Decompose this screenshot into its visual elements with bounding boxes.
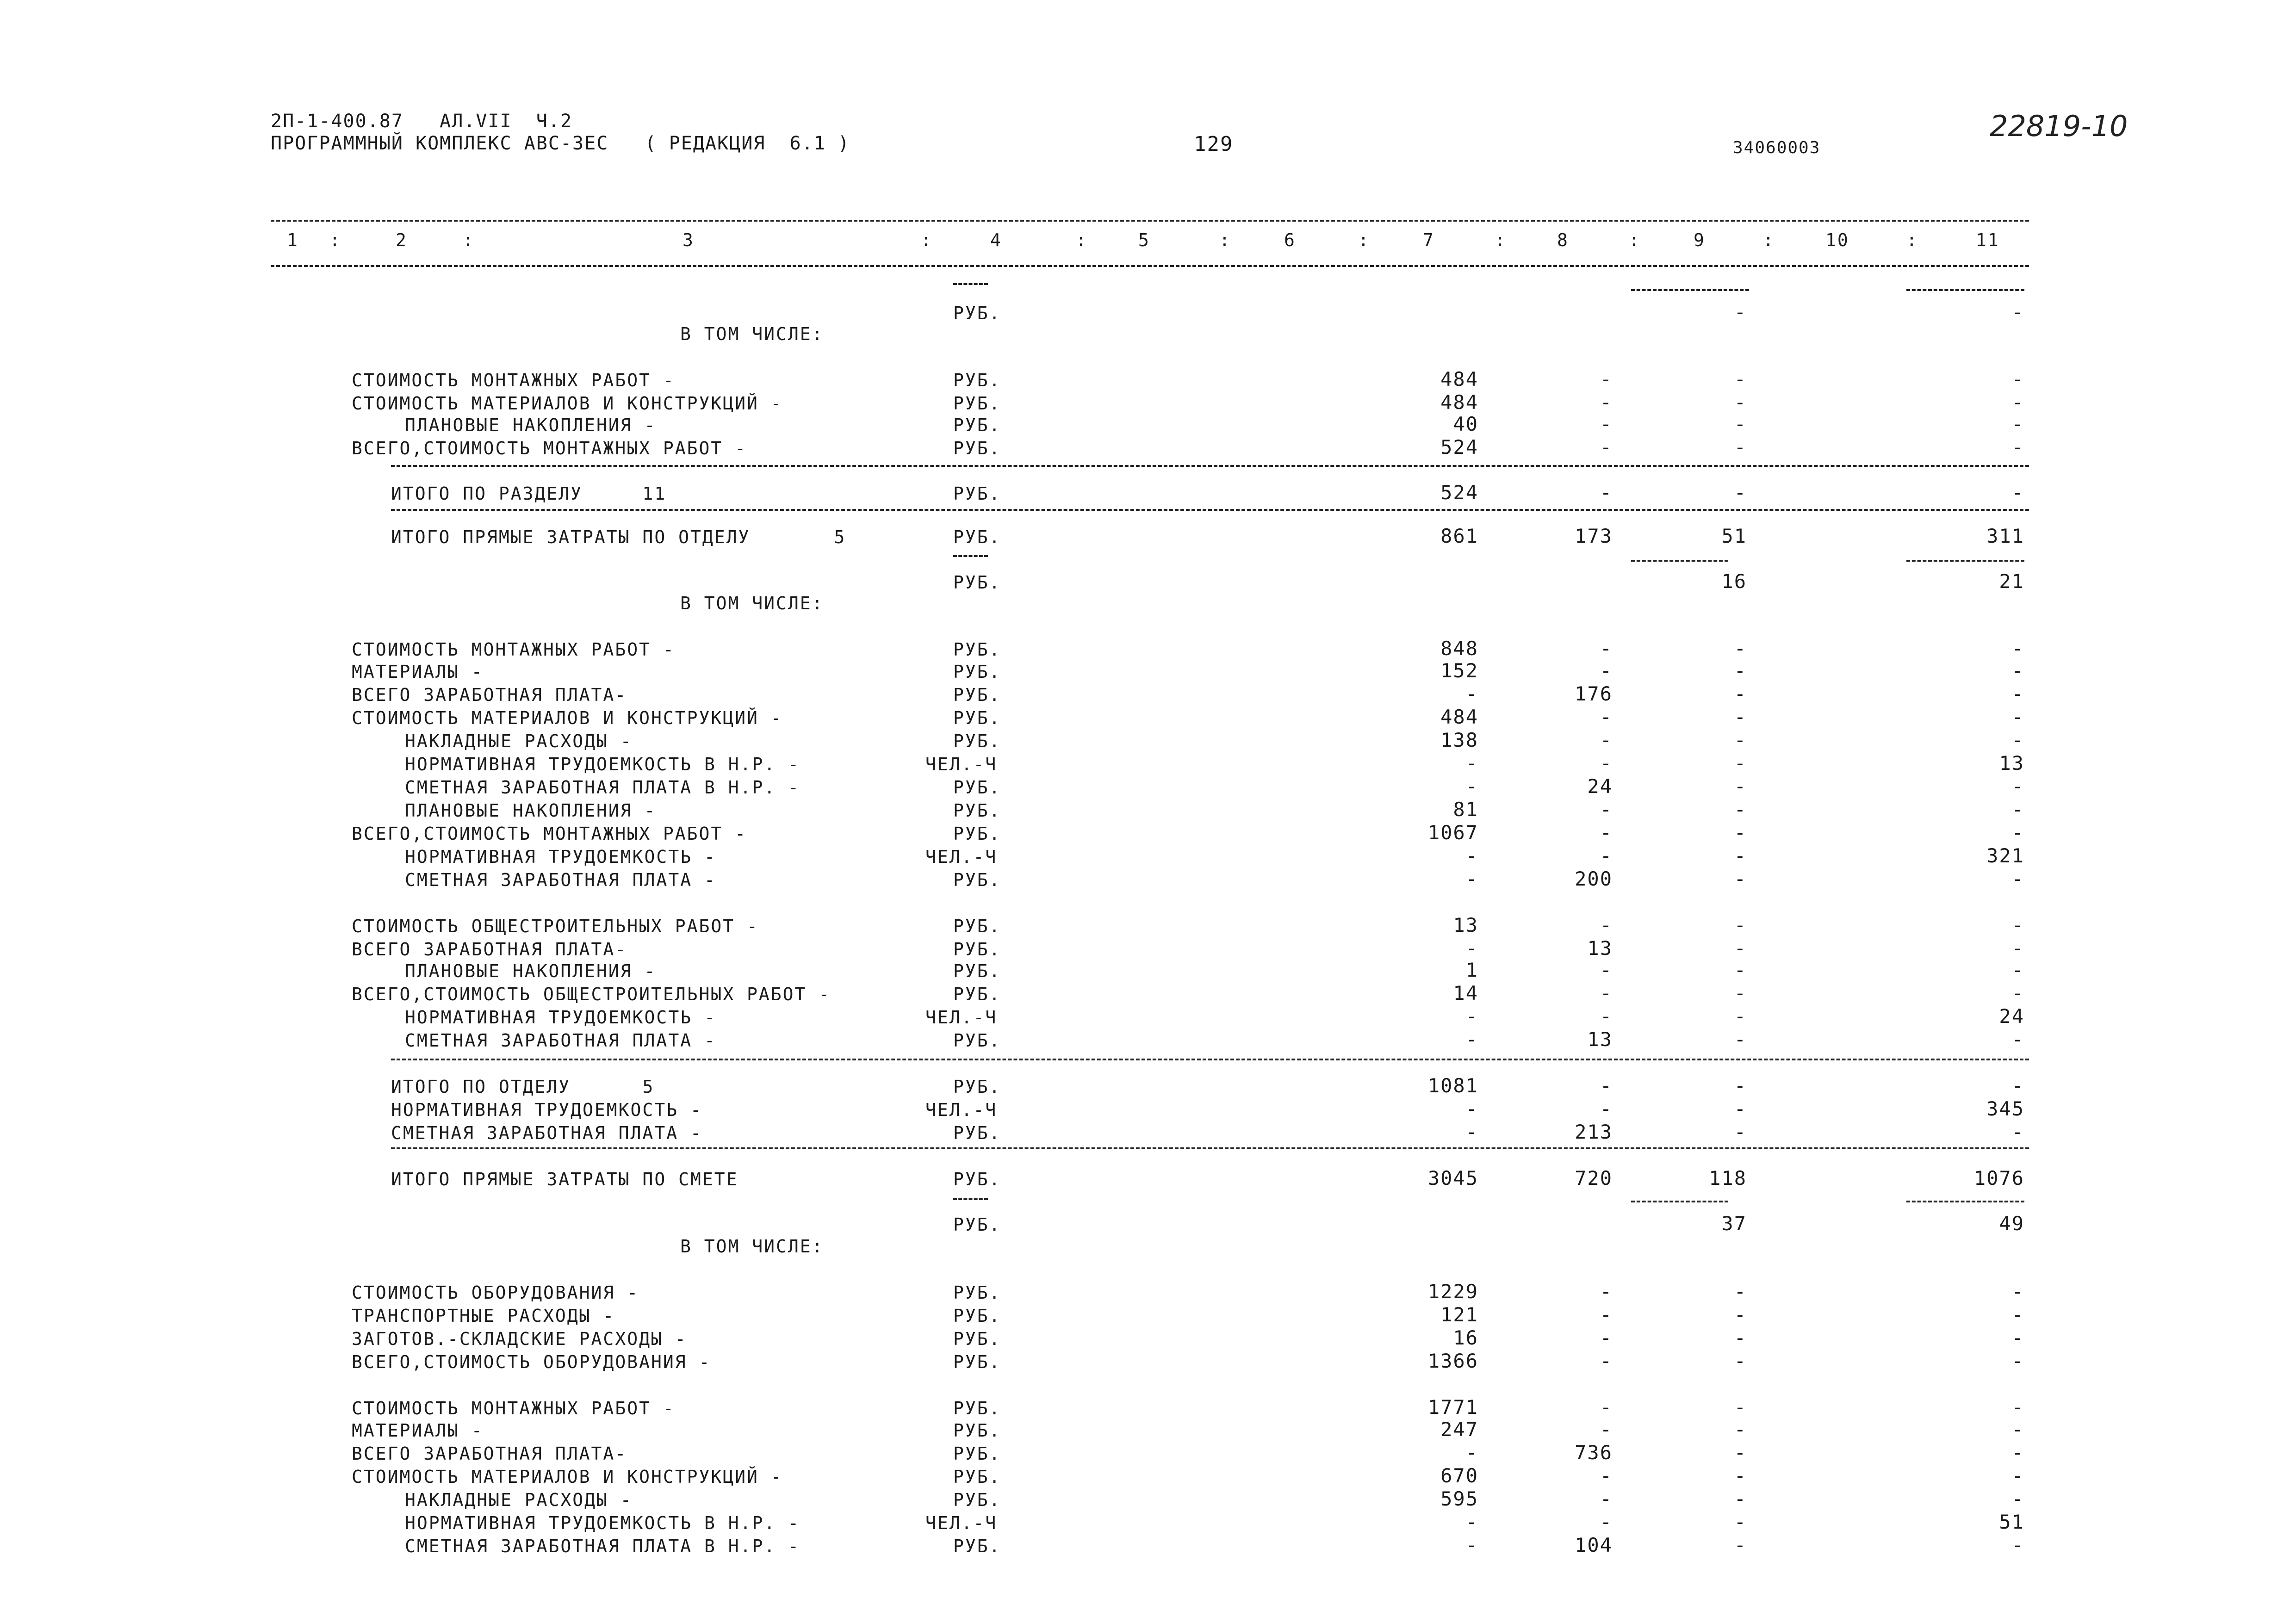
cell-col-11: - <box>2011 301 2024 323</box>
cell-col-11: 24 <box>1999 1005 2024 1028</box>
separator-rule <box>1906 1201 2024 1202</box>
row-unit: РУБ. <box>953 527 1001 547</box>
row-label: ИТОГО ПО РАЗДЕЛУ 11 <box>391 483 667 504</box>
cell-col-7: - <box>1465 682 1478 705</box>
row-unit: РУБ. <box>953 662 1001 682</box>
separator-rule <box>953 283 988 285</box>
row-unit: РУБ. <box>953 939 1001 960</box>
cell-col-8: 24 <box>1587 775 1613 798</box>
cell-col-9: - <box>1734 301 1747 323</box>
cell-col-8: - <box>1600 1074 1613 1097</box>
row-label: НОРМАТИВНАЯ ТРУДОЕМКОСТЬ В Н.Р. - <box>405 754 800 774</box>
row-unit: РУБ. <box>953 708 1001 728</box>
row-unit: ЧЕЛ.-Ч <box>925 1100 998 1120</box>
separator-rule <box>1631 560 1728 562</box>
cell-col-9: 16 <box>1721 570 1747 593</box>
cell-col-9: - <box>1734 1418 1747 1441</box>
cell-col-8: - <box>1600 1326 1613 1349</box>
cell-col-7: 484 <box>1440 706 1478 728</box>
row-unit: РУБ. <box>953 870 1001 890</box>
row-label: СМЕТНАЯ ЗАРАБОТНАЯ ПЛАТА - <box>391 1123 702 1143</box>
cell-col-7: 848 <box>1440 637 1478 660</box>
cell-col-7: 484 <box>1440 391 1478 414</box>
row-unit: РУБ. <box>953 1123 1001 1143</box>
cell-col-9: - <box>1734 729 1747 751</box>
cell-col-7: 81 <box>1453 798 1478 821</box>
cell-col-7: - <box>1465 1121 1478 1143</box>
row-label: ВСЕГО,СТОИМОСТЬ ОБЩЕСТРОИТЕЛЬНЫХ РАБОТ - <box>352 984 831 1004</box>
cell-col-8: - <box>1600 1303 1613 1326</box>
cell-col-9: - <box>1734 1005 1747 1028</box>
cell-col-9: - <box>1734 937 1747 960</box>
column-header-cell: : <box>1495 230 1507 250</box>
row-label: ИТОГО ПО ОТДЕЛУ 5 <box>391 1077 655 1097</box>
cell-col-11: 49 <box>1999 1212 2024 1235</box>
cell-col-7: 1 <box>1465 959 1478 981</box>
cell-col-7: - <box>1465 937 1478 960</box>
cell-col-8: 736 <box>1575 1441 1613 1464</box>
row-unit: РУБ. <box>953 438 1001 458</box>
cell-col-7: - <box>1465 775 1478 798</box>
row-unit: РУБ. <box>953 639 1001 660</box>
cell-col-11: 311 <box>1986 525 2024 547</box>
cell-col-8: - <box>1600 368 1613 390</box>
cell-col-9: - <box>1734 706 1747 728</box>
separator-rule <box>391 1059 2029 1060</box>
cell-col-9: - <box>1734 914 1747 936</box>
cell-col-9: - <box>1734 798 1747 821</box>
cell-col-7: 1366 <box>1427 1350 1478 1372</box>
cell-col-11: - <box>2011 368 2024 390</box>
cell-col-7: 13 <box>1453 914 1478 936</box>
row-label: ВСЕГО ЗАРАБОТНАЯ ПЛАТА- <box>352 939 627 960</box>
column-header-cell: : <box>1358 230 1370 250</box>
cell-col-11: 21 <box>1999 570 2024 593</box>
cell-col-7: 14 <box>1453 982 1478 1004</box>
cell-col-11: - <box>2011 1487 2024 1510</box>
cell-col-8: - <box>1600 752 1613 774</box>
cell-col-7: - <box>1465 1028 1478 1051</box>
row-label: СТОИМОСТЬ МАТЕРИАЛОВ И КОНСТРУКЦИЙ - <box>352 1467 783 1487</box>
column-header-cell: : <box>1629 230 1641 250</box>
cell-col-7: 524 <box>1440 436 1478 458</box>
row-label: СТОИМОСТЬ ОБЩЕСТРОИТЕЛЬНЫХ РАБОТ - <box>352 916 759 936</box>
column-header-cell: 9 <box>1694 230 1706 250</box>
row-label: СТОИМОСТЬ МОНТАЖНЫХ РАБОТ - <box>352 639 675 660</box>
row-unit: ЧЕЛ.-Ч <box>925 1007 998 1028</box>
cell-col-11: - <box>2011 1441 2024 1464</box>
row-unit: РУБ. <box>953 824 1001 844</box>
cell-col-7: 861 <box>1440 525 1478 547</box>
cell-col-11: - <box>2011 1396 2024 1419</box>
column-header-cell: 6 <box>1284 230 1296 250</box>
cell-col-11: 13 <box>1999 752 2024 774</box>
cell-col-9: 37 <box>1721 1212 1747 1235</box>
document-code: 2П-1-400.87 АЛ.VII Ч.2 <box>271 111 573 132</box>
row-label: НАКЛАДНЫЕ РАСХОДЫ - <box>405 1490 633 1510</box>
cell-col-8: - <box>1600 1511 1613 1533</box>
row-label: ВСЕГО,СТОИМОСТЬ МОНТАЖНЫХ РАБОТ - <box>352 438 747 458</box>
column-header-cell: 2 <box>396 230 408 250</box>
cell-col-11: - <box>2011 706 2024 728</box>
column-header-cell: : <box>1219 230 1231 250</box>
row-label: НОРМАТИВНАЯ ТРУДОЕМКОСТЬ - <box>391 1100 702 1120</box>
cell-col-9: - <box>1734 659 1747 682</box>
row-label: СТОИМОСТЬ МОНТАЖНЫХ РАБОТ - <box>352 1398 675 1419</box>
cell-col-11: - <box>2011 391 2024 414</box>
cell-col-9: - <box>1734 867 1747 890</box>
cell-col-7: 1081 <box>1427 1074 1478 1097</box>
cell-col-9: - <box>1734 982 1747 1004</box>
cell-col-8: - <box>1600 637 1613 660</box>
cell-col-8: 213 <box>1575 1121 1613 1143</box>
row-unit: РУБ. <box>953 1329 1001 1349</box>
cell-col-11: - <box>2011 436 2024 458</box>
cell-col-8: - <box>1600 959 1613 981</box>
cell-col-11: - <box>2011 1074 2024 1097</box>
cell-col-11: 1076 <box>1973 1167 2024 1189</box>
cell-col-11: - <box>2011 682 2024 705</box>
cell-col-9: - <box>1734 775 1747 798</box>
column-header-cell: : <box>329 230 341 250</box>
cell-col-9: - <box>1734 1074 1747 1097</box>
separator-rule <box>1906 560 2024 562</box>
cell-col-11: - <box>2011 867 2024 890</box>
cell-col-7: 524 <box>1440 481 1478 504</box>
cell-col-9: - <box>1734 1396 1747 1419</box>
cell-col-7: 247 <box>1440 1418 1478 1441</box>
cell-col-11: - <box>2011 1280 2024 1303</box>
cell-col-7: 484 <box>1440 368 1478 390</box>
column-header-cell: : <box>1906 230 1918 250</box>
cell-col-9: - <box>1734 1326 1747 1349</box>
row-label: СТОИМОСТЬ МАТЕРИАЛОВ И КОНСТРУКЦИЙ - <box>352 708 783 728</box>
row-unit: ЧЕЛ.-Ч <box>925 847 998 867</box>
row-unit: РУБ. <box>953 777 1001 798</box>
cell-col-9: - <box>1734 391 1747 414</box>
cell-col-11: - <box>2011 1326 2024 1349</box>
cell-col-11: - <box>2011 798 2024 821</box>
cell-col-9: - <box>1734 1534 1747 1556</box>
code-number: 34060003 <box>1733 138 1821 157</box>
cell-col-8: 720 <box>1575 1167 1613 1189</box>
column-header-cell: : <box>921 230 933 250</box>
row-unit: РУБ. <box>953 303 1001 323</box>
cell-col-9: 51 <box>1721 525 1747 547</box>
cell-col-8: - <box>1600 1487 1613 1510</box>
handwritten-number: 22819-10 <box>1990 109 2128 143</box>
row-label: СМЕТНАЯ ЗАРАБОТНАЯ ПЛАТА - <box>405 870 716 890</box>
cell-col-7: - <box>1465 1511 1478 1533</box>
row-unit: РУБ. <box>953 1306 1001 1326</box>
row-label: ПЛАНОВЫЕ НАКОПЛЕНИЯ - <box>405 961 657 981</box>
row-unit: РУБ. <box>953 1467 1001 1487</box>
cell-col-11: - <box>2011 1350 2024 1372</box>
row-label: НАКЛАДНЫЕ РАСХОДЫ - <box>405 731 633 751</box>
row-unit: РУБ. <box>953 1420 1001 1441</box>
cell-col-11: - <box>2011 481 2024 504</box>
cell-col-8: - <box>1600 436 1613 458</box>
cell-col-8: - <box>1600 1350 1613 1372</box>
row-label: НОРМАТИВНАЯ ТРУДОЕМКОСТЬ - <box>405 847 716 867</box>
cell-col-7: 670 <box>1440 1464 1478 1487</box>
cell-col-9: - <box>1734 1441 1747 1464</box>
row-unit: РУБ. <box>953 1282 1001 1303</box>
cell-col-11: - <box>2011 982 2024 1004</box>
cell-col-7: 1771 <box>1427 1396 1478 1419</box>
cell-col-7: - <box>1465 844 1478 867</box>
cell-col-11: - <box>2011 1303 2024 1326</box>
cell-col-7: 1067 <box>1427 821 1478 844</box>
row-unit: РУБ. <box>953 572 1001 593</box>
cell-col-8: - <box>1600 1097 1613 1120</box>
row-unit: РУБ. <box>953 370 1001 390</box>
cell-col-8: - <box>1600 706 1613 728</box>
row-unit: РУБ. <box>953 1398 1001 1419</box>
cell-col-9: - <box>1734 1511 1747 1533</box>
row-unit: РУБ. <box>953 731 1001 751</box>
cell-col-11: - <box>2011 1121 2024 1143</box>
cell-col-8: - <box>1600 1396 1613 1419</box>
cell-col-7: 152 <box>1440 659 1478 682</box>
separator-rule <box>391 509 2029 511</box>
column-header-cell: 8 <box>1557 230 1569 250</box>
cell-col-9: - <box>1734 1487 1747 1510</box>
row-label: ВСЕГО,СТОИМОСТЬ ОБОРУДОВАНИЯ - <box>352 1352 711 1372</box>
row-label: ИТОГО ПРЯМЫЕ ЗАТРАТЫ ПО СМЕТЕ <box>391 1169 738 1189</box>
row-unit: РУБ. <box>953 1169 1001 1189</box>
row-label: МАТЕРИАЛЫ - <box>352 662 484 682</box>
row-label: СМЕТНАЯ ЗАРАБОТНАЯ ПЛАТА В Н.Р. - <box>405 777 800 798</box>
cell-col-9: - <box>1734 1121 1747 1143</box>
cell-col-9: - <box>1734 959 1747 981</box>
cell-col-11: - <box>2011 959 2024 981</box>
cell-col-9: - <box>1734 436 1747 458</box>
row-label: СТОИМОСТЬ ОБОРУДОВАНИЯ - <box>352 1282 639 1303</box>
cell-col-11: - <box>2011 1418 2024 1441</box>
cell-col-8: - <box>1600 844 1613 867</box>
row-label: ЗАГОТОВ.-СКЛАДСКИЕ РАСХОДЫ - <box>352 1329 687 1349</box>
row-unit: РУБ. <box>953 1536 1001 1556</box>
cell-col-8: - <box>1600 659 1613 682</box>
column-header-cell: 7 <box>1423 230 1435 250</box>
cell-col-9: - <box>1734 1464 1747 1487</box>
row-label: В ТОМ ЧИСЛЕ: <box>680 593 824 613</box>
row-unit: РУБ. <box>953 685 1001 705</box>
cell-col-8: - <box>1600 821 1613 844</box>
column-header-cell: 10 <box>1825 230 1849 250</box>
cell-col-7: - <box>1465 1097 1478 1120</box>
cell-col-7: - <box>1465 867 1478 890</box>
page-number: 129 <box>1194 132 1234 156</box>
row-label: ВСЕГО,СТОИМОСТЬ МОНТАЖНЫХ РАБОТ - <box>352 824 747 844</box>
cell-col-9: - <box>1734 682 1747 705</box>
column-header-cell: 3 <box>683 230 695 250</box>
program-title: ПРОГРАММНЫЙ КОМПЛЕКС АВС-3ЕС ( РЕДАКЦИЯ 6.1 ) <box>271 133 850 154</box>
row-unit: РУБ. <box>953 1352 1001 1372</box>
cell-col-8: - <box>1600 481 1613 504</box>
cell-col-9: - <box>1734 368 1747 390</box>
separator-rule <box>391 1147 2029 1149</box>
separator-rule <box>1631 1201 1728 1202</box>
row-unit: РУБ. <box>953 415 1001 435</box>
cell-col-9: - <box>1734 1028 1747 1051</box>
cell-col-7: - <box>1465 752 1478 774</box>
cell-col-8: - <box>1600 1005 1613 1028</box>
cell-col-8: - <box>1600 798 1613 821</box>
row-unit: ЧЕЛ.-Ч <box>925 1513 998 1533</box>
column-header-cell: : <box>1076 230 1088 250</box>
row-label: НОРМАТИВНАЯ ТРУДОЕМКОСТЬ - <box>405 1007 716 1028</box>
row-label: ПЛАНОВЫЕ НАКОПЛЕНИЯ - <box>405 800 657 821</box>
cell-col-9: 118 <box>1709 1167 1747 1189</box>
cell-col-7: - <box>1465 1534 1478 1556</box>
column-header-cell: 11 <box>1976 230 2000 250</box>
row-unit: РУБ. <box>953 1214 1001 1235</box>
cell-col-11: - <box>2011 821 2024 844</box>
row-label: МАТЕРИАЛЫ - <box>352 1420 484 1441</box>
row-label: СТОИМОСТЬ МОНТАЖНЫХ РАБОТ - <box>352 370 675 390</box>
cell-col-11: - <box>2011 637 2024 660</box>
row-unit: РУБ. <box>953 1443 1001 1464</box>
cell-col-9: - <box>1734 1350 1747 1372</box>
separator-rule <box>1906 289 2024 291</box>
cell-col-11: - <box>2011 937 2024 960</box>
cell-col-8: - <box>1600 729 1613 751</box>
separator-rule <box>953 1198 988 1200</box>
cell-col-8: 104 <box>1575 1534 1613 1556</box>
cell-col-7: 16 <box>1453 1326 1478 1349</box>
cell-col-8: - <box>1600 914 1613 936</box>
separator-rule <box>391 465 2029 467</box>
row-label: СТОИМОСТЬ МАТЕРИАЛОВ И КОНСТРУКЦИЙ - <box>352 393 783 414</box>
header-bottom-rule <box>271 265 2029 267</box>
cell-col-11: - <box>2011 775 2024 798</box>
row-label: СМЕТНАЯ ЗАРАБОТНАЯ ПЛАТА - <box>405 1030 716 1051</box>
row-label: ПЛАНОВЫЕ НАКОПЛЕНИЯ - <box>405 415 657 435</box>
cell-col-8: 13 <box>1587 1028 1613 1051</box>
row-unit: РУБ. <box>953 1030 1001 1051</box>
row-unit: РУБ. <box>953 984 1001 1004</box>
cell-col-7: 121 <box>1440 1303 1478 1326</box>
row-unit: РУБ. <box>953 1490 1001 1510</box>
row-label: В ТОМ ЧИСЛЕ: <box>680 324 824 344</box>
cell-col-11: - <box>2011 914 2024 936</box>
row-unit: РУБ. <box>953 393 1001 414</box>
cell-col-9: - <box>1734 1303 1747 1326</box>
column-header-cell: 1 <box>287 230 299 250</box>
row-unit: РУБ. <box>953 483 1001 504</box>
cell-col-7: 1229 <box>1427 1280 1478 1303</box>
cell-col-11: - <box>2011 413 2024 435</box>
cell-col-9: - <box>1734 481 1747 504</box>
cell-col-8: - <box>1600 982 1613 1004</box>
row-label: ВСЕГО ЗАРАБОТНАЯ ПЛАТА- <box>352 1443 627 1464</box>
cell-col-9: - <box>1734 844 1747 867</box>
cell-col-9: - <box>1734 1280 1747 1303</box>
cell-col-7: - <box>1465 1441 1478 1464</box>
separator-rule <box>953 555 988 557</box>
cell-col-7: 595 <box>1440 1487 1478 1510</box>
cell-col-11: - <box>2011 1534 2024 1556</box>
cell-col-11: - <box>2011 1028 2024 1051</box>
row-label: ТРАНСПОРТНЫЕ РАСХОДЫ - <box>352 1306 615 1326</box>
row-unit: РУБ. <box>953 800 1001 821</box>
cell-col-7: 3045 <box>1427 1167 1478 1189</box>
row-unit: ЧЕЛ.-Ч <box>925 754 998 774</box>
cell-col-9: - <box>1734 413 1747 435</box>
cell-col-9: - <box>1734 637 1747 660</box>
cell-col-11: - <box>2011 659 2024 682</box>
row-label: ИТОГО ПРЯМЫЕ ЗАТРАТЫ ПО ОТДЕЛУ 5 <box>391 527 846 547</box>
cell-col-7: 40 <box>1453 413 1478 435</box>
row-label: НОРМАТИВНАЯ ТРУДОЕМКОСТЬ В Н.Р. - <box>405 1513 800 1533</box>
row-unit: РУБ. <box>953 1077 1001 1097</box>
cell-col-8: - <box>1600 1418 1613 1441</box>
cell-col-8: - <box>1600 1464 1613 1487</box>
cell-col-7: - <box>1465 1005 1478 1028</box>
row-unit: РУБ. <box>953 916 1001 936</box>
cell-col-8: - <box>1600 391 1613 414</box>
row-label: СМЕТНАЯ ЗАРАБОТНАЯ ПЛАТА В Н.Р. - <box>405 1536 800 1556</box>
cell-col-8: - <box>1600 1280 1613 1303</box>
row-unit: РУБ. <box>953 961 1001 981</box>
cell-col-11: - <box>2011 729 2024 751</box>
cell-col-8: 176 <box>1575 682 1613 705</box>
cell-col-9: - <box>1734 821 1747 844</box>
cell-col-7: 138 <box>1440 729 1478 751</box>
cell-col-11: - <box>2011 1464 2024 1487</box>
column-header-cell: 4 <box>990 230 1002 250</box>
column-header-cell: 5 <box>1138 230 1150 250</box>
cell-col-11: 51 <box>1999 1511 2024 1533</box>
cell-col-9: - <box>1734 1097 1747 1120</box>
row-label: В ТОМ ЧИСЛЕ: <box>680 1236 824 1257</box>
cell-col-8: 13 <box>1587 937 1613 960</box>
cell-col-8: 173 <box>1575 525 1613 547</box>
cell-col-9: - <box>1734 752 1747 774</box>
row-label: ВСЕГО ЗАРАБОТНАЯ ПЛАТА- <box>352 685 627 705</box>
separator-rule <box>1631 289 1749 291</box>
column-header-cell: : <box>1763 230 1775 250</box>
cell-col-8: - <box>1600 413 1613 435</box>
cell-col-11: 345 <box>1986 1097 2024 1120</box>
column-header-cell: : <box>463 230 475 250</box>
cell-col-11: 321 <box>1986 844 2024 867</box>
cell-col-8: 200 <box>1575 867 1613 890</box>
header-top-rule <box>271 220 2029 222</box>
